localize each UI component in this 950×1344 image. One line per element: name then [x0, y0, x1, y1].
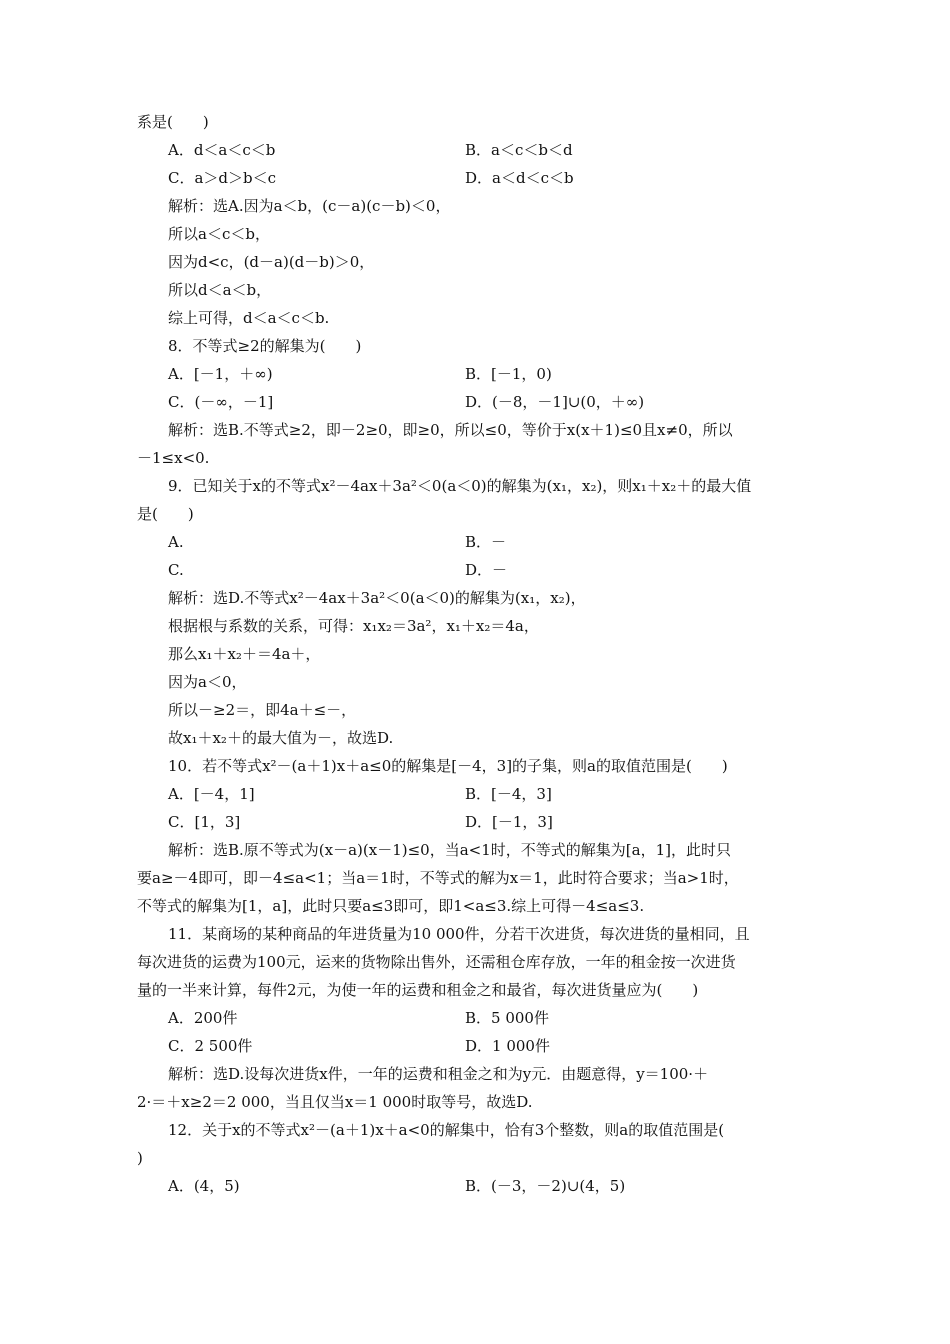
text-line: B．－	[465, 533, 507, 551]
text-line: 所以－≥2＝，即4a＋≤－，	[168, 701, 357, 719]
text-line: 9．已知关于x的不等式x²－4ax＋3a²＜0(a＜0)的解集为(x₁，x₂)，则x₁＋x₂＋的最大值	[168, 477, 752, 495]
text-line: －1≤x<0.	[137, 449, 210, 467]
text-line: 解析：选B.不等式≥2，即－2≥0，即≥0，所以≤0，等价于x(x＋1)≤0且x≠0，所以	[168, 421, 733, 439]
text-line: 是( )	[137, 505, 194, 523]
text-line: B．[－1，0)	[465, 365, 552, 383]
text-line: C．a＞d＞b＜c	[168, 169, 277, 187]
text-line: 因为a＜0，	[168, 673, 247, 691]
text-line: 每次进货的运费为100元，运来的货物除出售外，还需租仓库存放，一年的租金按一次进货	[137, 953, 736, 971]
text-line: D．－	[465, 561, 508, 579]
text-line: 解析：选D.设每次进货x件，一年的运费和租金之和为y元．由题意得，y＝100·＋	[168, 1065, 709, 1083]
text-line: 综上可得，d＜a＜c＜b.	[168, 309, 330, 327]
text-line: 要a≥－4即可，即－4≤a<1；当a＝1时，不等式的解为x＝1，此时符合要求；当a>1时，	[137, 869, 739, 887]
text-line: 所以d＜a＜b，	[168, 281, 272, 299]
text-line: C．(－∞，－1]	[168, 393, 274, 411]
text-line: 量的一半来计算，每件2元，为使一年的运费和租金之和最省，每次进货量应为( )	[137, 981, 699, 999]
text-line: A．(4，5)	[168, 1177, 240, 1195]
text-line: D．[－1，3]	[465, 813, 553, 831]
text-line: 根据根与系数的关系，可得：x₁x₂＝3a²，x₁＋x₂＝4a，	[168, 617, 539, 635]
text-line: 10．若不等式x²－(a＋1)x＋a≤0的解集是[－4，3]的子集，则a的取值范围是( )	[168, 757, 728, 775]
text-line: 12．关于x的不等式x²－(a＋1)x＋a<0的解集中，恰有3个整数，则a的取值范围是(	[168, 1121, 725, 1139]
text-line: A．[－4，1]	[168, 785, 255, 803]
text-line: 因为d<c，(d－a)(d－b)＞0，	[168, 253, 375, 271]
text-line: 解析：选A.因为a＜b，(c－a)(c－b)＜0，	[168, 197, 451, 215]
text-line: 那么x₁＋x₂＋＝4a＋，	[168, 645, 321, 663]
text-line: 8．不等式≥2的解集为( )	[168, 337, 362, 355]
text-line: C．2 500件	[168, 1037, 253, 1055]
text-line: 故x₁＋x₂＋的最大值为－，故选D.	[168, 729, 394, 747]
text-line: A.	[168, 533, 184, 551]
text-line: D．a＜d＜c＜b	[465, 169, 574, 187]
text-line: B．[－4，3]	[465, 785, 552, 803]
text-line: 2·＝＋x≥2＝2 000，当且仅当x＝1 000时取等号，故选D.	[137, 1093, 533, 1111]
text-line: A．d＜a＜c＜b	[168, 141, 276, 159]
text-line: A．200件	[168, 1009, 238, 1027]
text-line: 11．某商场的某种商品的年进货量为10 000件，分若干次进货，每次进货的量相同，且	[168, 925, 750, 943]
text-line: )	[137, 1149, 143, 1167]
text-line: B．(－3，－2)∪(4，5)	[465, 1177, 626, 1195]
text-line: D．1 000件	[465, 1037, 550, 1055]
text-line: 所以a＜c＜b，	[168, 225, 270, 243]
text-line: 解析：选D.不等式x²－4ax＋3a²＜0(a＜0)的解集为(x₁，x₂)，	[168, 589, 586, 607]
text-line: 不等式的解集为[1，a]，此时只要a≤3即可，即1<a≤3.综上可得－4≤a≤3.	[137, 897, 645, 915]
text-line: B．5 000件	[465, 1009, 549, 1027]
text-line: 解析：选B.原不等式为(x－a)(x－1)≤0，当a<1时，不等式的解集为[a，1]，此时只	[168, 841, 731, 859]
text-line: D．(－8，－1]∪(0，＋∞)	[465, 393, 645, 411]
text-line: A．[－1，＋∞)	[168, 365, 273, 383]
text-line: B．a＜c＜b＜d	[465, 141, 573, 159]
text-line: C.	[168, 561, 184, 579]
text-line: 系是( )	[137, 113, 209, 131]
text-line: C．[1，3]	[168, 813, 241, 831]
